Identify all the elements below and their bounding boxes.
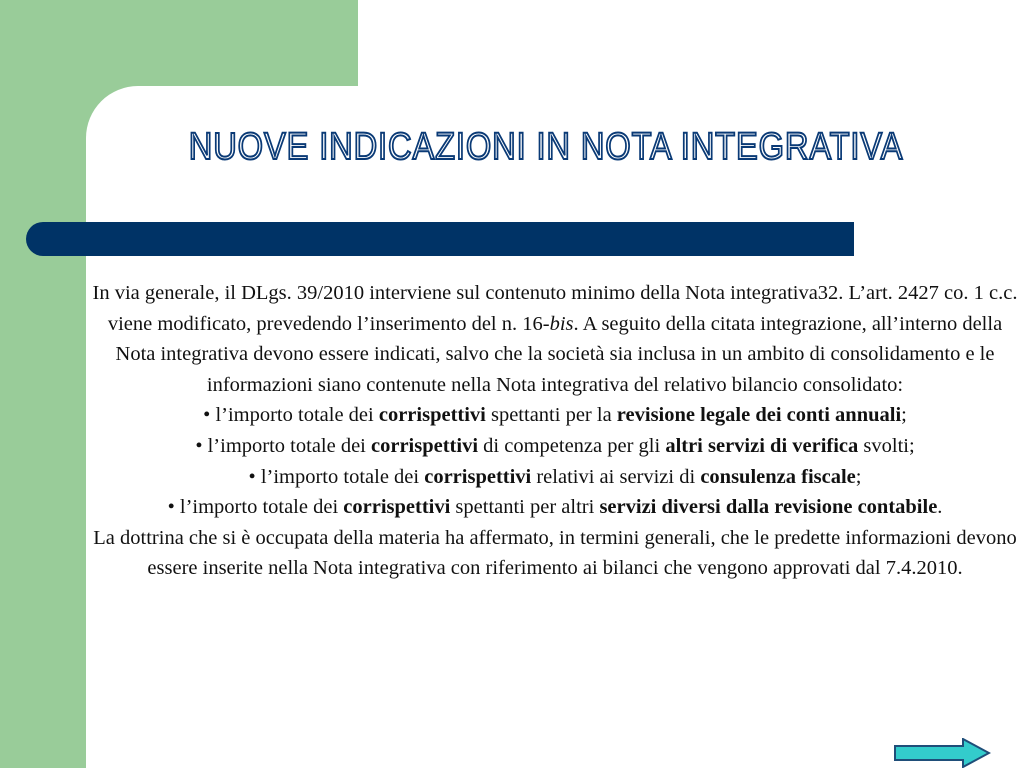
bis-italic: bis [549, 312, 574, 335]
bullet-item: • l’importo totale dei corrispettivi di competenza per gli altri servizi di verifica svolti; [195, 434, 915, 457]
slide-title: NUOVE INDICAZIONI IN NOTA INTEGRATIVA [188, 126, 904, 168]
bullet-item: • l’importo totale dei corrispettivi relativi ai servizi di consulenza fiscale; [248, 465, 862, 488]
right-arrow-icon[interactable] [893, 738, 991, 768]
slide-body [92, 278, 1018, 584]
bullet-item: • l’importo totale dei corrispettivi spettanti per la revisione legale dei conti annuali; [203, 404, 907, 427]
bullet-item: • l’importo totale dei corrispettivi spettanti per altri servizi diversi dalla revisione contabile. [167, 496, 943, 519]
title-underline-bar [26, 222, 854, 256]
intro-paragraph: In via generale, il DLgs. 39/2010 interviene sul contenuto minimo della Nota integrativa32. L’art. 2427 co. 1 c.c. viene modificato, prevedendo l’inserimento del n. 16-bis. A seguito della citata integrazione, all’interno della Nota integrativa devono essere indicati, salvo che la società sia inclusa in un ambito di consolidamento e le informazioni siano contenute nella Nota integrativa del relativo bilancio consolidato: [92, 282, 1018, 396]
conclusion-paragraph: La dottrina che si è occupata della materia ha affermato, in termini generali, che le predette informazioni devono essere inserite nella Nota integrativa con riferimento ai bilanci che vengono approvati dal 7.4.2010. [93, 526, 1017, 580]
